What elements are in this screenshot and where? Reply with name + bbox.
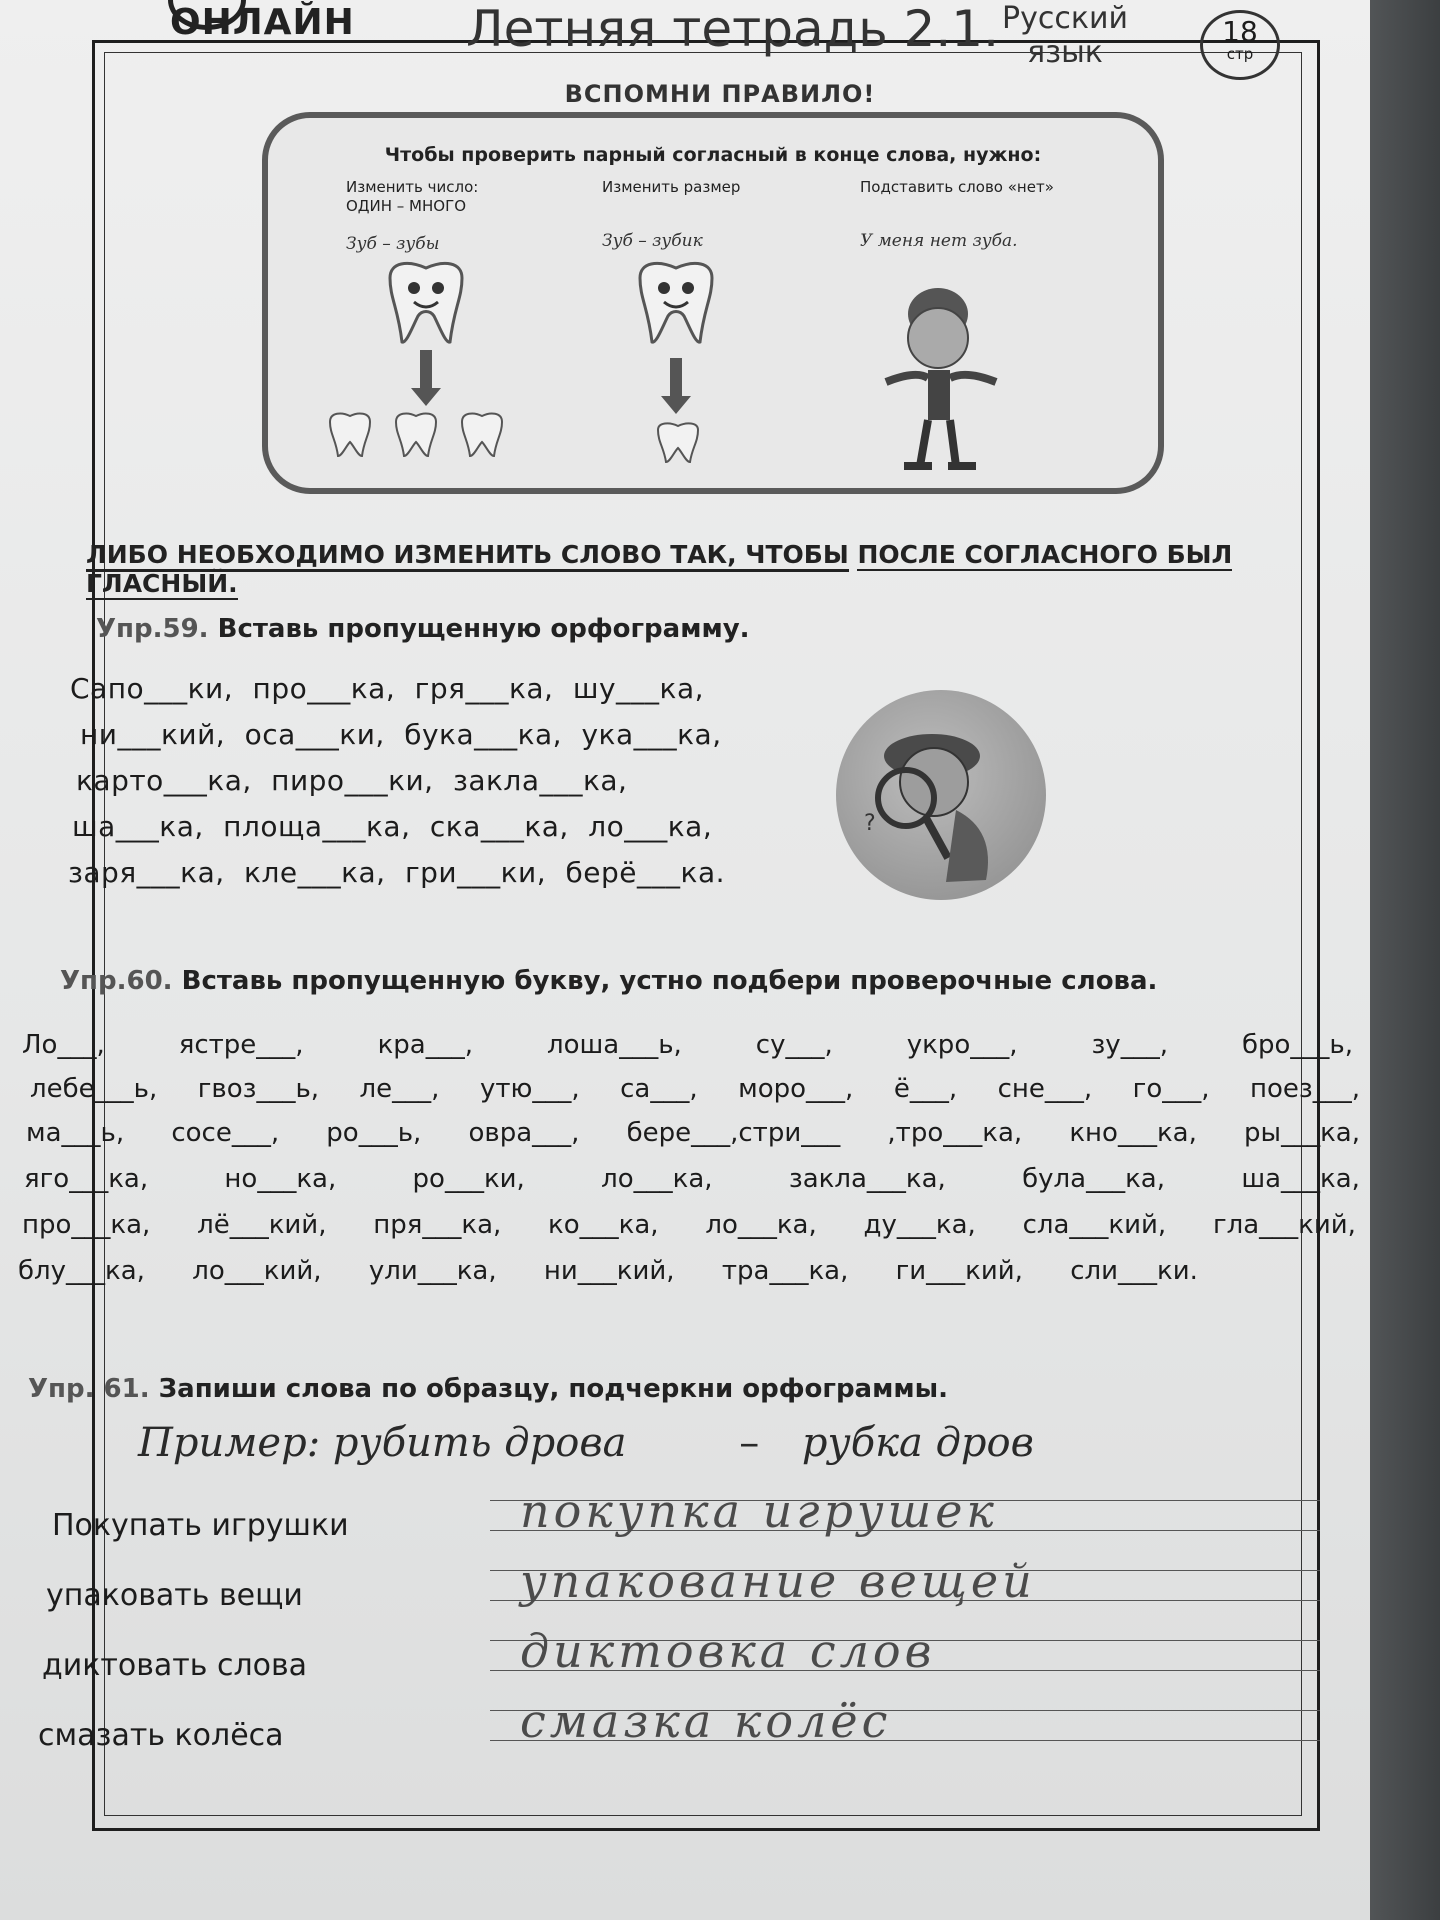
word-blank: блу___ка, xyxy=(18,1256,145,1286)
subject-line-1: Русский xyxy=(1002,1,1128,36)
exercise-61-prompt: упаковать вещи xyxy=(46,1578,303,1613)
exercise-59-title xyxy=(96,614,750,644)
exercise-60-line xyxy=(26,1118,1360,1148)
word-blank: утю___, xyxy=(479,1074,580,1104)
word-blank: ги___кий, xyxy=(895,1256,1023,1286)
exercise-task: Вставь пропущенную орфограмму. xyxy=(217,614,750,644)
word-blank: сосе___, xyxy=(171,1118,280,1148)
exercise-59-line: ни___кий, оса___ки, бука___ка, ука___ка, xyxy=(80,718,722,751)
exercise-61-sample xyxy=(138,1420,1034,1466)
rule-column-size xyxy=(602,178,872,251)
exercise-60-line xyxy=(24,1164,1360,1194)
word-blank: яго___ка, xyxy=(24,1164,149,1194)
word-blank: гла___кий, xyxy=(1212,1210,1356,1240)
word-blank: ни___кий, xyxy=(543,1256,675,1286)
exercise-61-prompt: Покупать игрушки xyxy=(52,1508,349,1543)
word-blank: ястре___, xyxy=(178,1030,304,1060)
brand-name: ОНЛАЙН xyxy=(170,2,355,43)
exercise-59-line: карто___ка, пиро___ки, закла___ка, xyxy=(76,764,628,797)
exercise-60-line xyxy=(30,1074,1360,1104)
exercise-60-line xyxy=(22,1030,1367,1060)
word-blank: овра___, xyxy=(468,1118,580,1148)
small-tooth-icon xyxy=(654,420,704,464)
rule-alternative-part2: ПОСЛЕ СОГЛАСНОГО БЫЛ ГЛАСНЫЙ. xyxy=(86,540,1233,598)
word-blank: ро___ь, xyxy=(326,1118,422,1148)
page-unit: стр xyxy=(1226,45,1254,63)
word-blank: кно___ка, xyxy=(1069,1118,1197,1148)
word-blank: сла___кий, xyxy=(1022,1210,1167,1240)
exercise-60-line xyxy=(18,1256,1198,1286)
exercise-59-line: заря___ка, кле___ка, гри___ки, берё___ка. xyxy=(68,856,725,889)
word-blank: поез___, xyxy=(1250,1074,1360,1104)
exercise-61-answer: покупка игрушек xyxy=(520,1484,998,1538)
word-blank: ло___кий, xyxy=(192,1256,322,1286)
word-blank: ле___, xyxy=(359,1074,440,1104)
rule-alternative-part1: ЛИБО НЕОБХОДИМО ИЗМЕНИТЬ СЛОВО ТАК, ЧТОБЫ xyxy=(86,540,849,572)
rule-column-subtitle: ОДИН – МНОГО xyxy=(346,197,467,215)
rule-column-title: Изменить размер xyxy=(602,178,741,196)
word-blank: ко___ка, xyxy=(548,1210,659,1240)
rule-title: ВСПОМНИ ПРАВИЛО! xyxy=(564,80,876,108)
sample-left: Пример: рубить дрова xyxy=(138,1420,627,1466)
page-header xyxy=(0,0,1370,70)
word-blank: ло___ка, xyxy=(601,1164,713,1194)
rule-column-number xyxy=(346,178,616,254)
exercise-61-prompt: диктовать слова xyxy=(42,1648,308,1683)
word-blank: закла___ка, xyxy=(788,1164,946,1194)
word-blank: пря___ка, xyxy=(373,1210,502,1240)
word-blank: ули___ка, xyxy=(368,1256,497,1286)
word-blank: ду___ка, xyxy=(863,1210,976,1240)
word-blank: лё___кий, xyxy=(197,1210,327,1240)
word-blank: ма___ь, xyxy=(26,1118,125,1148)
word-blank: була___ка, xyxy=(1022,1164,1165,1194)
word-blank: ло___ка, xyxy=(705,1210,817,1240)
arrow-down-icon xyxy=(420,350,432,390)
word-blank: бро___ь, xyxy=(1241,1030,1353,1060)
rule-column-title: Изменить число: xyxy=(346,178,479,196)
page-number: 18 xyxy=(1222,15,1258,48)
exercise-task: Вставь пропущенную букву, устно подбери проверочные слова. xyxy=(181,966,1158,996)
word-blank: но___ка, xyxy=(224,1164,337,1194)
word-blank: ро___ки, xyxy=(412,1164,525,1194)
word-blank: го___, xyxy=(1132,1074,1210,1104)
word-blank: гвоз___ь, xyxy=(197,1074,320,1104)
sample-dash: – xyxy=(739,1420,760,1466)
word-blank: бере___,стри___ xyxy=(626,1118,841,1148)
rule-column-example: Зуб – зубик xyxy=(602,231,703,251)
exercise-61-answer: упакование вещей xyxy=(520,1554,1036,1608)
arrow-down-icon xyxy=(670,358,682,398)
word-blank: зу___, xyxy=(1091,1030,1168,1060)
rule-column-example: У меня нет зуба. xyxy=(860,231,1018,251)
word-blank: ша___ка, xyxy=(1241,1164,1360,1194)
word-blank: про___ка, xyxy=(22,1210,151,1240)
exercise-number: Упр.60. xyxy=(60,966,173,996)
word-blank: ,тро___ка, xyxy=(887,1118,1023,1148)
rule-lead: Чтобы проверить парный согласный в конце слова, нужно: xyxy=(384,144,1042,166)
tooth-icon xyxy=(628,258,724,346)
exercise-60-line xyxy=(22,1210,1356,1240)
word-blank: Ло___, xyxy=(22,1030,105,1060)
exercise-61-prompt: смазать колёса xyxy=(38,1718,284,1753)
exercise-59-line: ша___ка, площа___ка, ска___ка, ло___ка, xyxy=(72,810,713,843)
exercise-59-line: Сапо___ки, про___ка, гря___ка, шу___ка, xyxy=(70,672,704,705)
word-blank: лоша___ь, xyxy=(546,1030,682,1060)
word-blank: укро___, xyxy=(906,1030,1018,1060)
word-blank: са___, xyxy=(620,1074,698,1104)
exercise-61-title xyxy=(28,1374,948,1404)
rule-column-title: Подставить слово «нет» xyxy=(860,178,1054,196)
rule-column-example: Зуб – зубы xyxy=(346,234,440,254)
exercise-60-title xyxy=(60,966,1157,996)
exercise-number: Упр. 61. xyxy=(28,1374,150,1404)
exercise-number: Упр.59. xyxy=(96,614,209,644)
word-blank: кра___, xyxy=(377,1030,473,1060)
word-blank: лебе___ь, xyxy=(30,1074,158,1104)
small-teeth-icon xyxy=(324,410,524,460)
word-blank: моро___, xyxy=(738,1074,854,1104)
boy-illustration-icon xyxy=(876,278,1006,478)
subject-line-2: язык xyxy=(1027,35,1103,70)
page-number-badge xyxy=(1200,10,1280,80)
rule-box xyxy=(262,112,1164,494)
workbook-title: Летняя тетрадь 2.1. xyxy=(466,0,999,58)
exercise-task: Запиши слова по образцу, подчеркни орфограммы. xyxy=(158,1374,948,1404)
rule-alternative xyxy=(86,540,1370,598)
word-blank: тра___ка, xyxy=(721,1256,849,1286)
word-blank: ры___ка, xyxy=(1244,1118,1360,1148)
word-blank: сли___ки. xyxy=(1070,1256,1198,1286)
svg-text:?: ? xyxy=(864,811,876,836)
detective-icon xyxy=(836,690,1046,900)
word-blank: су___, xyxy=(755,1030,833,1060)
exercise-61-answer: диктовка слов xyxy=(520,1624,936,1678)
word-blank: ё___, xyxy=(893,1074,958,1104)
tooth-icon xyxy=(378,258,474,346)
sample-right: рубка дров xyxy=(801,1420,1034,1466)
subject-label xyxy=(985,2,1145,70)
exercise-61-answer: смазка колёс xyxy=(520,1694,892,1748)
detective-illustration xyxy=(836,690,1046,900)
word-blank: сне___, xyxy=(997,1074,1093,1104)
rule-column-net xyxy=(860,178,1130,251)
